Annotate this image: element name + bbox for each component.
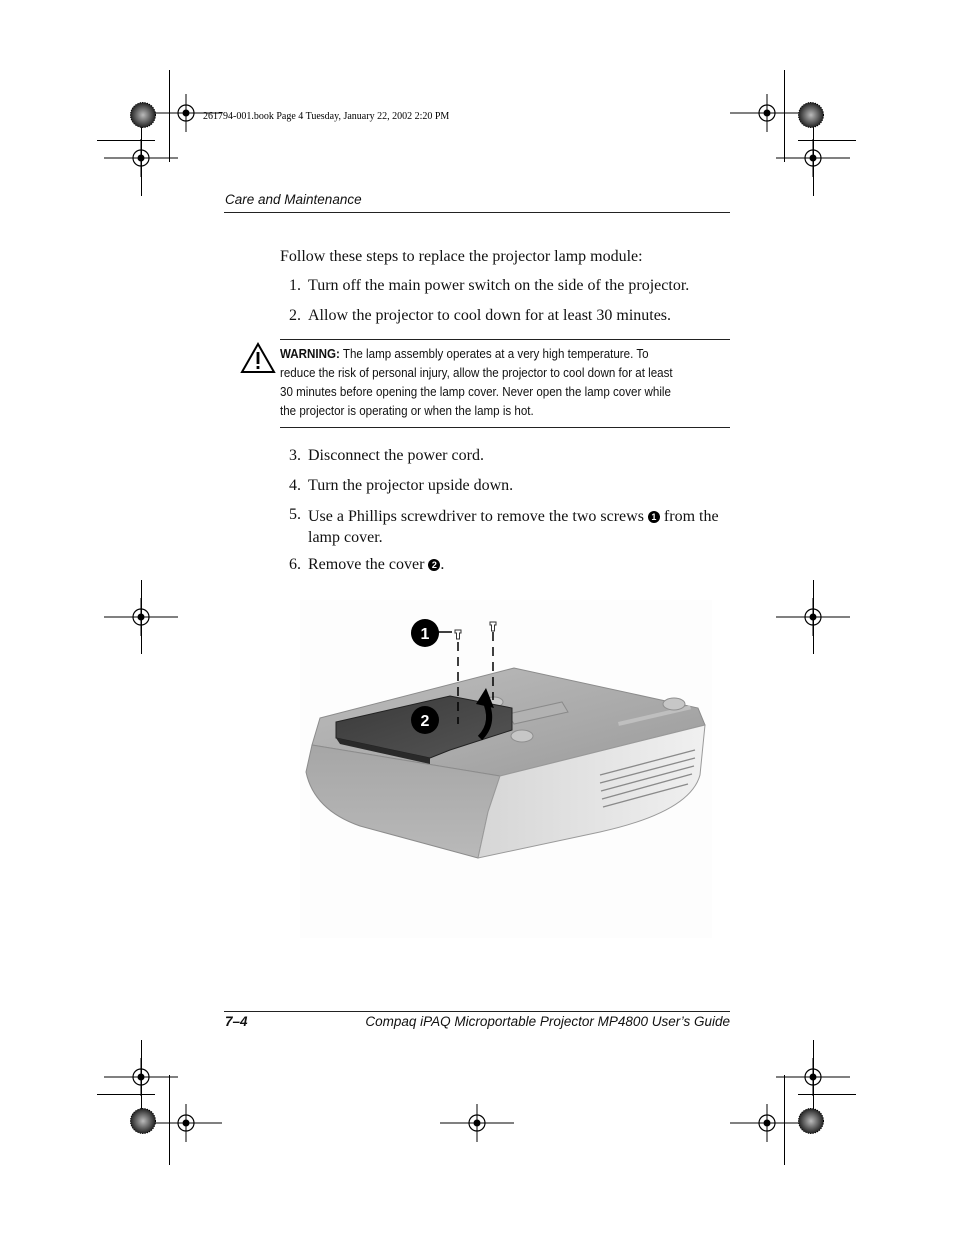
list-item <box>289 307 671 325</box>
step-text: Turn off the main power switch on the side of the projector. <box>308 277 690 294</box>
step-text-part: from the lamp cover. <box>308 508 719 546</box>
warning-top-rule <box>280 339 730 340</box>
callout-2 <box>411 706 439 734</box>
step-number: 1. <box>289 277 301 294</box>
header-rule <box>224 212 730 213</box>
warning-triangle-icon <box>240 342 276 374</box>
step-text-part: . <box>440 556 445 573</box>
print-info: 261794-001.book Page 4 Tuesday, January 22, 2002 2:20 PM <box>203 111 450 122</box>
step-text: Disconnect the power cord. <box>308 447 484 464</box>
step-text <box>308 556 444 574</box>
page-number: 7–4 <box>225 1014 248 1029</box>
warning-bottom-rule <box>280 427 730 428</box>
list-item <box>289 506 723 548</box>
warning-body: The lamp assembly operates at a very high temperature. To reduce the risk of personal injury, allow the projector to cool down for at least 30 minutes before opening the lamp cover. Never open the lamp cover while the projector is operating or when the lamp is hot. <box>280 347 673 418</box>
step-number: 2. <box>289 307 301 324</box>
list-item <box>289 477 513 495</box>
list-item <box>289 447 484 465</box>
footer-rule <box>224 1011 730 1012</box>
step-text: Allow the projector to cool down for at least 30 minutes. <box>308 307 672 324</box>
projector-lamp-cover-illustration <box>300 600 712 938</box>
step-number: 3. <box>289 447 301 464</box>
step-number: 6. <box>289 556 301 573</box>
step-text-part: Use a Phillips screwdriver to remove the two screws <box>308 508 644 525</box>
step-text-part: Remove the cover <box>308 556 425 573</box>
step-number: 5. <box>289 506 301 523</box>
guide-title: Compaq iPAQ Microportable Projector MP4800 User’s Guide <box>365 1014 730 1029</box>
callout-2-label: 2 <box>420 713 430 730</box>
list-item <box>289 277 689 295</box>
step-text: Turn the projector upside down. <box>308 477 514 494</box>
intro-paragraph: Follow these steps to replace the projector lamp module: <box>280 248 643 265</box>
warning-text <box>280 345 685 421</box>
step-text <box>308 506 723 548</box>
list-item <box>289 556 444 574</box>
warning-label: WARNING: <box>280 347 340 361</box>
running-header: Care and Maintenance <box>225 192 362 207</box>
callout-badge: 1 <box>648 511 660 523</box>
callout-1-label: 1 <box>420 626 430 643</box>
step-number: 4. <box>289 477 301 494</box>
callout-badge: 2 <box>428 559 440 571</box>
